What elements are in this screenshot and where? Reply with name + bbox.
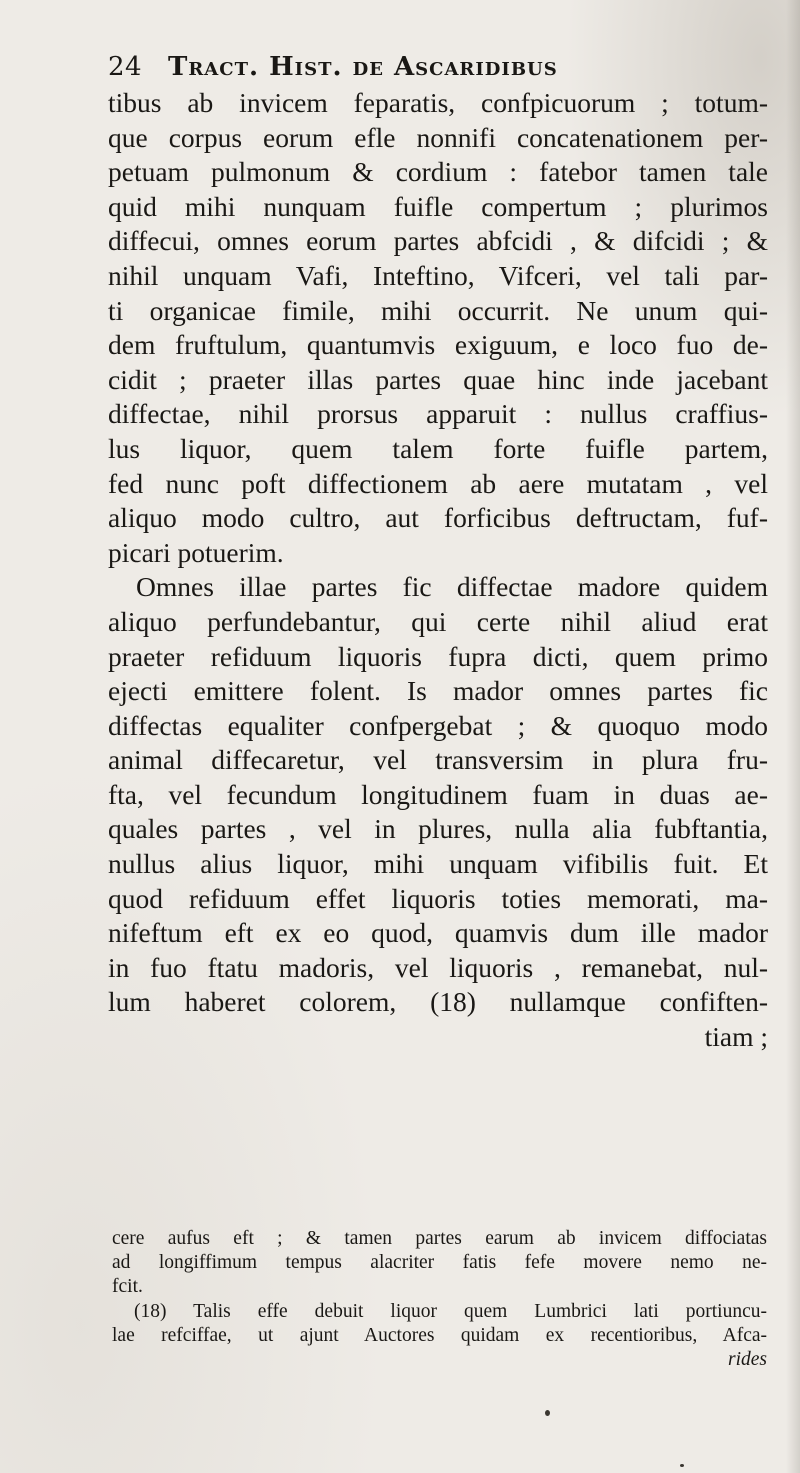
paragraph-start-line: Omnes illae partes fic diffectae madore quidem (136, 571, 768, 603)
running-title: Tract. Hist. de Ascaridibus (168, 52, 558, 82)
text-line: aliquo perfundebantur, qui certe nihil aliud erat (108, 605, 768, 637)
text-line: fed nunc poft diffectionem ab aere mutatam , vel (108, 467, 768, 499)
footnotes-block (112, 1227, 767, 1372)
text-line: quod refiduum effet liquoris toties memorati, ma- (108, 882, 768, 914)
text-line: diffectae, nihil prorsus apparuit : nullus craffius- (108, 398, 768, 430)
text-line: in fuo ftatu madoris, vel liquoris , remanebat, nul- (108, 951, 768, 983)
text-line: quid mihi nunquam fuifle compertum ; plurimos (108, 190, 768, 222)
page-number: 24 (108, 52, 143, 82)
footnote-line: fcit. (112, 1276, 143, 1298)
text-line: ti organicae fimile, mihi occurrit. Ne unum qui- (108, 294, 768, 326)
text-line: fta, vel fecundum longitudinem fuam in duas ae- (108, 778, 768, 810)
text-line: dem fruftulum, quantumvis exiguum, e loco fuo de- (108, 329, 768, 361)
text-line: cidit ; praeter illas partes quae hinc inde jacebant (108, 363, 768, 395)
running-header (108, 52, 558, 82)
text-line: diffecui, omnes eorum partes abfcidi , & difcidi ; & (108, 225, 768, 257)
ink-speck (545, 1410, 550, 1416)
catchword-line: tiam ; (704, 1021, 768, 1053)
footnote-line: cere aufus eft ; & tamen partes earum ab invicem diffociatas (112, 1228, 767, 1249)
text-line: praeter refiduum liquoris fupra dicti, quem primo (108, 640, 768, 672)
page-edge-shadow (786, 0, 800, 1473)
text-line: aliquo modo cultro, aut forficibus deftructam, fuf- (108, 502, 768, 534)
text-line: lum haberet colorem, (18) nullamque confiften- (108, 986, 768, 1018)
text-line: picari potuerim. (108, 536, 284, 568)
text-line: ejecti emittere folent. Is mador omnes partes fic (108, 675, 768, 707)
text-line: nifeftum eft ex eo quod, quamvis dum ille mador (108, 917, 768, 949)
text-line: lus liquor, quem talem forte fuifle partem, (108, 432, 768, 464)
text-line: que corpus eorum efle nonnifi concatenationem per- (108, 121, 768, 153)
text-line: animal diffecaretur, vel transversim in plura fru- (108, 744, 768, 776)
footnote-18-line: (18) Talis effe debuit liquor quem Lumbrici lati portiuncu- (134, 1300, 767, 1322)
text-line: nullus alius liquor, mihi unquam vifibilis fuit. Et (108, 848, 768, 880)
text-line: tibus ab invicem feparatis, confpicuorum ; totum- (108, 87, 768, 118)
text-line: nihil unquam Vafi, Inteftino, Vifceri, vel tali par- (108, 259, 768, 291)
footnote-catchword: rides (728, 1349, 767, 1371)
main-text-block (108, 86, 768, 1055)
footnote-line: ad longiffimum tempus alacriter fatis fefe movere nemo ne- (112, 1252, 767, 1274)
text-line: petuam pulmonum & cordium : fatebor tamen tale (108, 156, 768, 188)
ink-speck (680, 1464, 684, 1467)
footnote-line: lae refciffae, ut ajunt Auctores quidam ex recentioribus, Afca- (112, 1324, 767, 1346)
text-line: diffectas equaliter confpergebat ; & quoquo modo (108, 709, 768, 741)
text-line: quales partes , vel in plures, nulla alia fubftantia, (108, 813, 768, 845)
